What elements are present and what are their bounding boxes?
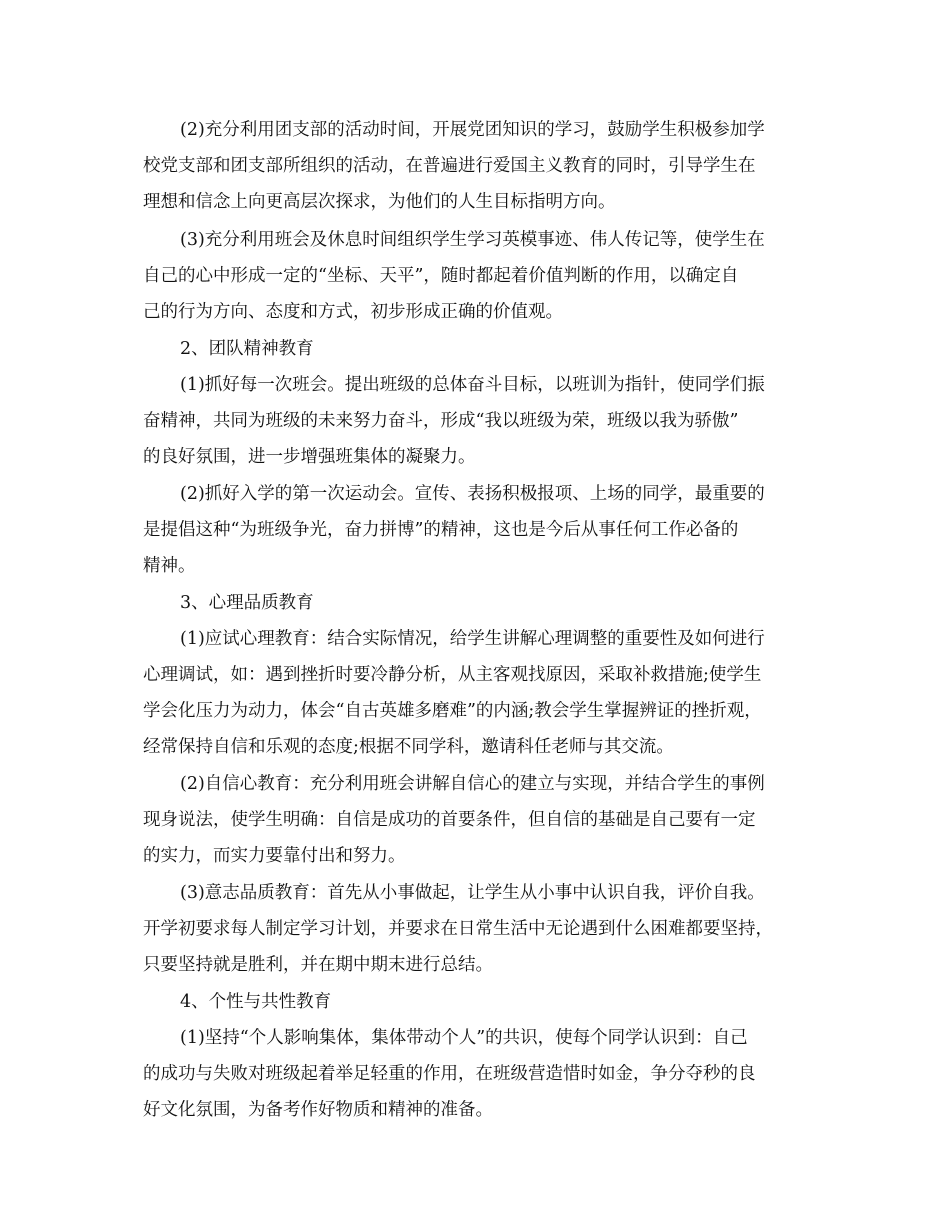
- text-line: (1)应试心理教育：结合实际情况，给学生讲解心理调整的重要性及如何进行: [180, 629, 765, 649]
- section-heading: 4、个性与共性教育: [180, 992, 332, 1012]
- text-line: (2)自信心教育：充分利用班会讲解自信心的建立与实现，并结合学生的事例: [180, 774, 765, 794]
- text-line: 精神。: [143, 556, 196, 576]
- text-line: 开学初要求每人制定学习计划，并要求在日常生活中无论遇到什么困难都要坚持，: [143, 919, 773, 939]
- text-line: 校党支部和团支部所组织的活动，在普遍进行爱国主义教育的同时，引导学生在: [143, 156, 756, 176]
- text-line: 现身说法，使学生明确：自信是成功的首要条件，但自信的基础是自己要有一定: [143, 810, 756, 830]
- text-line: 只要坚持就是胜利，并在期中期末进行总结。: [143, 955, 493, 975]
- text-line: (1)抓好每一次班会。提出班级的总体奋斗目标，以班训为指针，使同学们振: [180, 375, 765, 395]
- text-line: 是提倡这种“为班级争光，奋力拼博”的精神，这也是今后从事任何工作必备的: [143, 520, 739, 540]
- text-line: (2)充分利用团支部的活动时间，开展党团知识的学习，鼓励学生积极参加学: [180, 120, 765, 140]
- section-heading: 3、心理品质教育: [180, 593, 314, 613]
- text-line: 自己的心中形成一定的“坐标、天平”，随时都起着价值判断的作用，以确定自: [143, 266, 739, 286]
- text-line: 己的行为方向、态度和方式，初步形成正确的价值观。: [143, 302, 563, 322]
- text-line: (3)意志品质教育：首先从小事做起，让学生从小事中认识自我，评价自我。: [180, 883, 765, 903]
- text-line: 经常保持自信和乐观的态度;根据不同学科，邀请科任老师与其交流。: [143, 737, 674, 757]
- text-line: 学会化压力为动力，体会“自古英雄多磨难”的内涵;教会学生掌握辨证的挫折观，: [143, 701, 762, 721]
- text-line: 好文化氛围，为备考作好物质和精神的准备。: [143, 1100, 493, 1120]
- text-line: 的成功与失败对班级起着举足轻重的作用，在班级营造惜时如金，争分夺秒的良: [143, 1064, 756, 1084]
- text-line: 的实力，而实力要靠付出和努力。: [143, 846, 406, 866]
- text-line: (3)充分利用班会及休息时间组织学生学习英模事迹、伟人传记等，使学生在: [180, 230, 765, 250]
- section-heading: 2、团队精神教育: [180, 339, 314, 359]
- text-line: 奋精神，共同为班级的未来努力奋斗，形成“我以班级为荣，班级以我为骄傲”: [143, 411, 739, 431]
- text-line: 心理调试，如：遇到挫折时要冷静分析，从主客观找原因，采取补救措施;使学生: [143, 665, 762, 685]
- text-line: (2)抓好入学的第一次运动会。宣传、表扬积极报项、上场的同学，最重要的: [180, 484, 765, 504]
- text-line: 理想和信念上向更高层次探求，为他们的人生目标指明方向。: [143, 192, 616, 212]
- text-line: 的良好氛围，进一步增强班集体的凝聚力。: [143, 447, 476, 467]
- text-line: (1)坚持“个人影响集体，集体带动个人”的共识，使每个同学认识到：自己: [180, 1028, 748, 1048]
